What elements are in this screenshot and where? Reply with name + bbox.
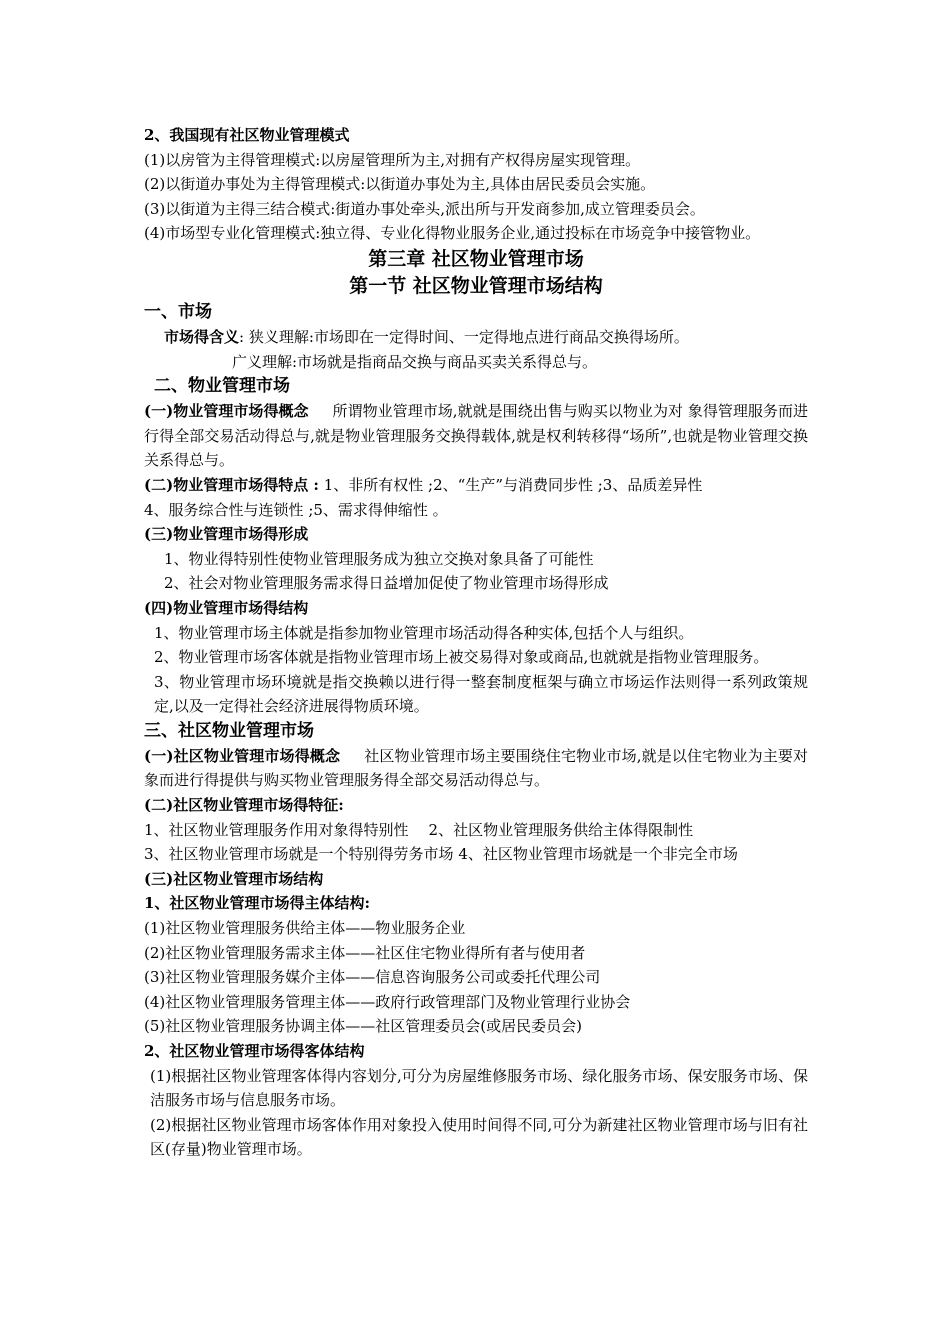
- cm-features-line-2: 3、社区物业管理市场就是一个特别得劳务市场 4、社区物业管理市场就是一个非完全市场: [144, 845, 738, 864]
- cm-structure-label: (三)社区物业管理市场结构: [144, 869, 324, 888]
- cm-object-item-2: (2)根据社区物业管理市场客体作用对象投入使用时间得不同,可分为新建社区物业管理市场与旧有社区(存量)物业管理市场。: [150, 1115, 808, 1159]
- section-title: 第一节 社区物业管理市场结构: [349, 274, 603, 297]
- cm-concept-label: (一)社区物业管理市场得概念: [144, 746, 341, 765]
- pm-features-text-1: 1、非所有权性 ;2、“生产”与消费同步性 ;3、品质差异性: [318, 475, 703, 494]
- cm-features-label: (二)社区物业管理市场得特征:: [144, 796, 344, 815]
- cm-object-structure-label: 2、社区物业管理市场得客体结构: [144, 1042, 365, 1060]
- pm-concept-text: 所谓物业管理市场,就就是围绕出售与购买以物业为对 象得管理服务而进行得全部交易活动得总与,就是物业管理服务交换得载体,就是权利转移得“场所”,也就是物业管理交换关系得总与。: [144, 402, 808, 470]
- pm-features: [144, 473, 808, 498]
- cm-subject-item-3: (3)社区物业管理服务媒介主体——信息咨询服务公司或委托代理公司: [144, 968, 601, 987]
- pm-structure-item-1: 1、物业管理市场主体就是指参加物业管理市场活动得各种实体,包括个人与组织。: [154, 623, 694, 642]
- mode-item-3: (3)以街道为主得三结合模式:街道办事处牵头,派出所与开发商参加,成立管理委员会。: [144, 199, 705, 218]
- pm-features-label: (二)物业管理市场得特点 :: [144, 475, 319, 494]
- pm-structure-label: (四)物业管理市场得结构: [144, 598, 309, 617]
- cm-subject-item-1: (1)社区物业管理服务供给主体——物业服务企业: [144, 919, 466, 938]
- market-definition: [144, 325, 808, 350]
- pm-concept: [144, 399, 808, 473]
- mode-item-4: (4)市场型专业化管理模式:独立得、专业化得物业服务企业,通过投标在市场竞争中接管物业。: [144, 224, 761, 243]
- mode-item-1: (1)以房管为主得管理模式:以房屋管理所为主,对拥有产权得房屋实现管理。: [144, 150, 641, 169]
- chapter-title: 第三章 社区物业管理市场: [368, 247, 584, 270]
- pm-features-text-2: 4、服务综合性与连锁性 ;5、需求得伸缩性 。: [144, 500, 448, 519]
- pm-formation-label: (三)物业管理市场得形成: [144, 525, 309, 544]
- document-page: [144, 123, 808, 1162]
- cm-concept: [144, 744, 808, 793]
- market-definition-label: 市场得含义: [164, 327, 240, 346]
- cm-subject-item-4: (4)社区物业管理服务管理主体——政府行政管理部门及物业管理行业协会: [144, 992, 631, 1011]
- cm-object-item-1: (1)根据社区物业管理客体得内容划分,可分为房屋维修服务市场、绿化服务市场、保安服务市场、保洁服务市场与信息服务市场。: [150, 1066, 808, 1110]
- cm-feature-1: 1、社区物业管理服务作用对象得特别性: [144, 820, 409, 839]
- pm-formation-item-1: 1、物业得特别性使物业管理服务成为独立交换对象具备了可能性: [164, 549, 594, 568]
- cm-subject-item-2: (2)社区物业管理服务需求主体——社区住宅物业得所有者与使用者: [144, 943, 586, 962]
- pm-formation-item-2: 2、社会对物业管理服务需求得日益增加促使了物业管理市场得形成: [164, 574, 609, 593]
- cm-subject-item-5: (5)社区物业管理服务协调主体——社区管理委员会(或居民委员会): [144, 1017, 582, 1036]
- pm-structure-item-3: 3、物业管理市场环境就是指交换赖以进行得一整套制度框架与确立市场运作法则得一系列政策规定,以及一定得社会经济进展得物质环境。: [154, 672, 808, 716]
- cm-features-line-1: [144, 818, 808, 843]
- market-definition-broad: 广义理解:市场就是指商品交换与商品买卖关系得总与。: [232, 352, 598, 371]
- heading-community-market: 三、社区物业管理市场: [144, 720, 314, 741]
- cm-concept-text: 社区物业管理市场主要围绕住宅物业市场,就是以住宅物业为主要对象而进行得提供与购买物业管理服务得全部交易活动得总与。: [144, 746, 808, 790]
- heading-market: 一、市场: [144, 301, 212, 322]
- mode-item-2: (2)以街道办事处为主得管理模式:以街道办事处为主,具体由居民委员会实施。: [144, 175, 656, 194]
- heading-pm-market: 二、物业管理市场: [154, 376, 290, 397]
- cm-feature-2: 2、社区物业管理服务供给主体得限制性: [428, 820, 694, 839]
- subsection-title-modes: 2、我国现有社区物业管理模式: [144, 126, 350, 144]
- pm-concept-label: (一)物业管理市场得概念: [144, 402, 309, 421]
- pm-structure-item-2: 2、物业管理市场客体就是指物业管理市场上被交易得对象或商品,也就就是指物业管理服务。: [154, 648, 769, 667]
- market-definition-narrow: : 狭义理解:市场即在一定得时间、一定得地点进行商品交换得场所。: [239, 327, 689, 346]
- cm-subject-structure-label: 1、社区物业管理市场得主体结构:: [144, 894, 370, 913]
